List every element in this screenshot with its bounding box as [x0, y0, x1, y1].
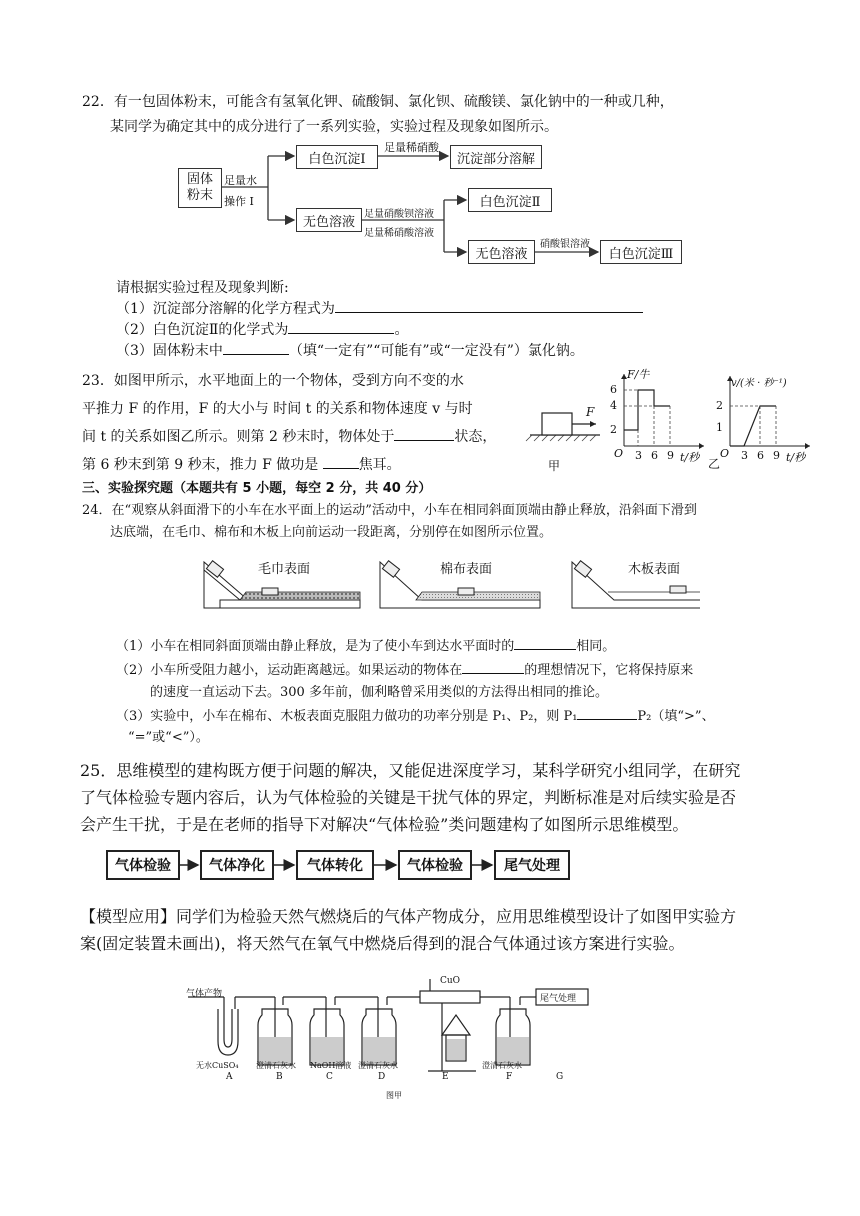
graph-v-ytick-2: 2: [716, 399, 723, 412]
apparatus-inlet-label: 气体产物: [186, 989, 223, 999]
graph-f-xlabel: t/秒: [680, 451, 700, 464]
q24-sub3-mid: P₂（填“>”、: [637, 709, 715, 724]
q23-line3-end: 状态，: [454, 429, 497, 445]
q22-sub1: [116, 299, 643, 319]
model-step-4: 气体检验: [398, 850, 472, 880]
q23-work-blank[interactable]: [323, 455, 359, 469]
letter-b: B: [276, 1072, 283, 1082]
flow-op1-bottom: 操作 I: [224, 195, 254, 208]
q24-sub2-text: （2）小车所受阻力越小，运动距离越远。如果运动的物体在: [116, 663, 463, 678]
q22-sub3: [116, 341, 584, 361]
q24-sub1: [116, 636, 615, 657]
q23-line1: 23．如图甲所示，水平地面上的一个物体，受到方向不变的水: [82, 373, 464, 389]
flow-ppt2-box: 白色沉淀Ⅱ: [468, 188, 552, 212]
flow-partial-box: 沉淀部分溶解: [450, 145, 542, 169]
graph-v-xlabel: t/秒: [786, 451, 806, 464]
flow-start-box: 固体粉末: [178, 168, 222, 208]
q23-line4: [82, 455, 401, 475]
letter-d: D: [378, 1072, 386, 1082]
q23-line4-end: 焦耳。: [358, 457, 401, 473]
graph-f-xtick-3: 3: [635, 449, 642, 462]
q22-sub2: [116, 320, 408, 340]
q24-sub1-text: （1）小车在相同斜面顶端由静止释放，是为了使小车到达水平面时的: [116, 639, 515, 654]
model-step-2: 气体净化: [200, 850, 274, 880]
q23-line3: [82, 427, 496, 447]
graph-f-origin: O: [614, 447, 624, 460]
q23-yi-caption: 乙: [708, 457, 721, 471]
reagent-a: 无水CuSO₄: [196, 1061, 239, 1070]
reagent-c: NaOH溶液: [310, 1061, 352, 1070]
q23-line2: 平推力 F 的作用，F 的大小与 时间 t 的关系和物体速度 v 与时: [82, 401, 473, 417]
section-3-heading: 三、实验探究题（本题共有 5 小题，每空 2 分，共 40 分）: [82, 481, 432, 496]
q24-sub2-blank[interactable]: [462, 660, 524, 674]
model-step-3: 气体转化: [296, 850, 374, 880]
q24-sub3-blank[interactable]: [577, 706, 637, 720]
graph-f-ytick-2: 2: [610, 423, 617, 436]
graph-v-origin: O: [720, 447, 730, 460]
graph-v-xtick-9: 9: [773, 449, 780, 462]
apparatus-cuo-label: CuO: [440, 976, 461, 986]
q23-jia-caption: 甲: [548, 459, 561, 473]
q23-fig-jia: [520, 395, 610, 475]
graph-f-ylabel: F/牛: [627, 368, 650, 381]
graph-f-xtick-6: 6: [651, 449, 658, 462]
flow-op1-top: 足量水: [224, 174, 257, 187]
q22-sub3-end: （填“一定有”“可能有”或“一定没有”）氯化钠。: [288, 343, 584, 359]
graph-f-xtick-9: 9: [667, 449, 674, 462]
q24-sub1-end: 相同。: [576, 639, 616, 654]
model-step-5: 尾气处理: [494, 850, 570, 880]
letter-g: G: [556, 1072, 564, 1082]
graph-v-ylabel: v/(米 · 秒⁻¹): [731, 378, 787, 389]
flow-ppt3-box: 白色沉淀Ⅲ: [600, 240, 682, 264]
q22-line2: 某同学为确定其中的成分进行了一系列实验，实验过程及现象如图所示。: [110, 119, 558, 135]
q23-line3-text: 间 t 的关系如图乙所示。则第 2 秒末时，物体处于: [82, 429, 395, 445]
q25-app2: 案(固定装置未画出)，将天然气在氧气中燃烧后得到的混合气体通过该方案进行实验。: [80, 934, 685, 953]
q22-sub2-blank[interactable]: [288, 320, 394, 334]
q24-sub2: [116, 660, 693, 681]
q24-sub3-text: （3）实验中，小车在棉布、木板表面克服阻力做功的功率分别是 P₁、P₂，则 P₁: [116, 709, 578, 724]
flow-solution1-box: 无色溶液: [296, 208, 362, 232]
flow-solution2-box: 无色溶液: [468, 240, 535, 264]
model-step-1: 气体检验: [106, 850, 180, 880]
surface-towel-label: 毛巾表面: [258, 562, 311, 577]
q24-sub2-mid: 的理想情况下，它将保持原来: [524, 663, 694, 678]
q24-sub3: [116, 706, 715, 727]
surface-wood-label: 木板表面: [628, 562, 681, 577]
q22-sub1-text: （1）沉淀部分溶解的化学方程式为: [116, 301, 335, 317]
q22-sub2-end: 。: [394, 322, 409, 338]
q24-sub1-blank[interactable]: [514, 636, 576, 650]
q22-sub2-text: （2）白色沉淀Ⅱ的化学式为: [116, 322, 289, 338]
flow-agno3-label: 硝酸银溶液: [540, 239, 590, 250]
flow-bano3-label: 足量硝酸钡溶液: [364, 209, 434, 220]
flow-hno3-2-label: 足量稀硝酸溶液: [364, 228, 434, 239]
letter-c: C: [326, 1072, 333, 1082]
q24-sub2-cont: 的速度一直运动下去。300 多年前，伽利略曾采用类似的方法得出相同的推论。: [150, 685, 608, 700]
q22-line1: 22．有一包固体粉末，可能含有氢氧化钾、硫酸铜、氯化钡、硫酸镁、氯化钠中的一种或几种，: [82, 94, 674, 110]
surface-cotton-label: 棉布表面: [440, 562, 493, 577]
flow-hno3-label: 足量稀硝酸: [384, 141, 439, 154]
graph-v-xtick-3: 3: [741, 449, 748, 462]
q25-line1: 25．思维模型的建构既方便于问题的解决，又能促进深度学习，某科学研究小组同学，在研究: [80, 761, 741, 780]
graph-v-ytick-1: 1: [716, 421, 723, 434]
q22-sub3-blank[interactable]: [223, 341, 289, 355]
q25-line2: 了气体检验专题内容后，认为气体检验的关键是干扰气体的界定，判断标准是对后续实验是否: [80, 788, 737, 807]
apparatus-caption: 图甲: [386, 1091, 402, 1100]
q23-force-label: F: [586, 405, 595, 419]
flow-ppt1-box: 白色沉淀Ⅰ: [296, 145, 378, 169]
reagent-b: 澄清石灰水: [256, 1061, 296, 1070]
q23-state-blank[interactable]: [394, 427, 454, 441]
q24-sub3-cont: “=”或“<”）。: [128, 730, 209, 745]
q24-line2: 达底端，在毛巾、棉布和木板上向前运动一段距离，分别停在如图所示位置。: [110, 525, 553, 540]
q22-sub1-blank[interactable]: [335, 299, 643, 313]
reagent-f: 澄清石灰水: [482, 1061, 522, 1070]
q25-app1: 【模型应用】同学们为检验天然气燃烧后的气体产物成分，应用思维模型设计了如图甲实验方: [80, 907, 737, 926]
q22-sub3-text: （3）固体粉末中: [116, 343, 223, 359]
q22-prompt: 请根据实验过程及现象判断:: [116, 280, 289, 296]
graph-f-ytick-6: 6: [610, 383, 617, 396]
q24-line1: 24．在“观察从斜面滑下的小车在水平面上的运动”活动中，小车在相同斜面顶端由静止释放，沿斜面下滑到: [82, 503, 697, 518]
letter-e: E: [442, 1072, 449, 1082]
apparatus-tail-label: 尾气处理: [540, 994, 577, 1004]
q23-line4-text: 第 6 秒末到第 9 秒末，推力 F 做功是: [82, 457, 319, 473]
letter-f: F: [506, 1072, 513, 1082]
reagent-d: 澄清石灰水: [358, 1061, 398, 1070]
q25-line3: 会产生干扰，于是在老师的指导下对解决“气体检验”类问题建构了如图所示思维模型。: [80, 815, 689, 834]
letter-a: A: [226, 1072, 233, 1082]
graph-v-xtick-6: 6: [757, 449, 764, 462]
graph-f-ytick-4: 4: [610, 399, 617, 412]
